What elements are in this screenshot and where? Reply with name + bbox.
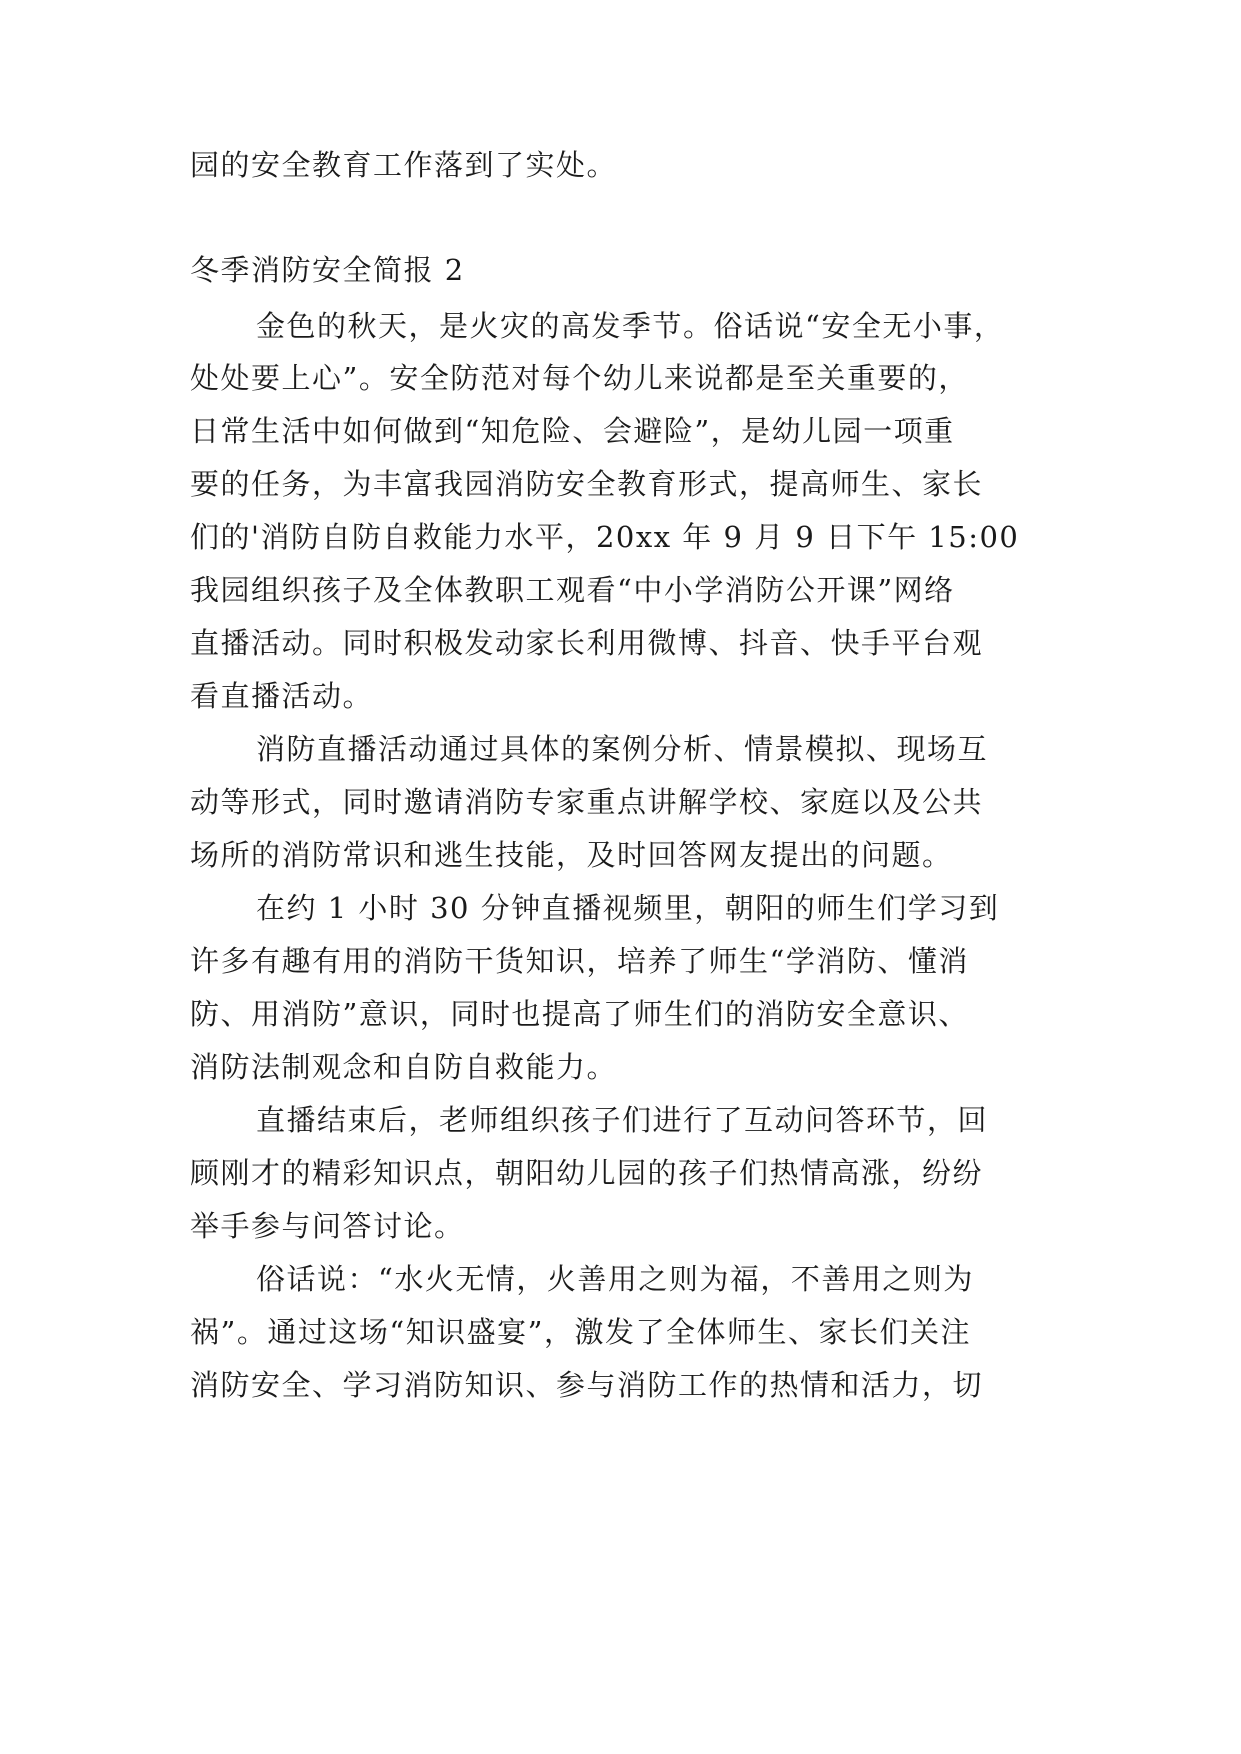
paragraph-line: 在约 1 小时 30 分钟直播视频里，朝阳的师生们学习到 bbox=[256, 891, 1000, 925]
paragraph-line: 看直播活动。 bbox=[190, 679, 374, 713]
paragraph-line: 动等形式，同时邀请消防专家重点讲解学校、家庭以及公共 bbox=[190, 785, 984, 819]
paragraph-line: 举手参与问答讨论。 bbox=[190, 1209, 465, 1243]
paragraph-line: 防、用消防”意识，同时也提高了师生们的消防安全意识、 bbox=[190, 997, 969, 1031]
paragraph-line: 我园组织孩子及全体教职工观看“中小学消防公开课”网络 bbox=[190, 573, 955, 607]
paragraph-line: 要的任务，为丰富我园消防安全教育形式，提高师生、家长 bbox=[190, 467, 984, 501]
paragraph-line: 直播活动。同时积极发动家长利用微博、抖音、快手平台观 bbox=[190, 626, 984, 660]
paragraph-line: 消防安全、学习消防知识、参与消防工作的热情和活力，切 bbox=[190, 1368, 984, 1402]
intro-tail-line: 园的安全教育工作落到了实处。 bbox=[190, 148, 618, 182]
paragraph-line: 直播结束后，老师组织孩子们进行了互动问答环节，回 bbox=[256, 1103, 989, 1137]
paragraph-line: 们的'消防自防自救能力水平，20xx 年 9 月 9 日下午 15:00 bbox=[190, 520, 1020, 554]
paragraph-line: 场所的消防常识和逃生技能，及时回答网友提出的问题。 bbox=[190, 838, 953, 872]
paragraph-line: 祸”。通过这场“知识盛宴”，激发了全体师生、家长们关注 bbox=[190, 1315, 971, 1349]
section-heading: 冬季消防安全简报 2 bbox=[190, 253, 465, 287]
paragraph-line: 俗话说：“水火无情，火善用之则为福，不善用之则为 bbox=[256, 1262, 974, 1296]
paragraph-line: 金色的秋天，是火灾的高发季节。俗话说“安全无小事， bbox=[256, 309, 1005, 343]
paragraph-line: 消防直播活动通过具体的案例分析、情景模拟、现场互 bbox=[256, 732, 989, 766]
paragraph-line: 许多有趣有用的消防干货知识，培养了师生“学消防、懂消 bbox=[190, 944, 969, 978]
paragraph-line: 消防法制观念和自防自救能力。 bbox=[190, 1050, 618, 1084]
paragraph-line: 处处要上心”。安全防范对每个幼儿来说都是至关重要的， bbox=[190, 361, 969, 395]
paragraph-line: 日常生活中如何做到“知危险、会避险”，是幼儿园一项重 bbox=[190, 414, 955, 448]
paragraph-line: 顾刚才的精彩知识点，朝阳幼儿园的孩子们热情高涨，纷纷 bbox=[190, 1156, 984, 1190]
